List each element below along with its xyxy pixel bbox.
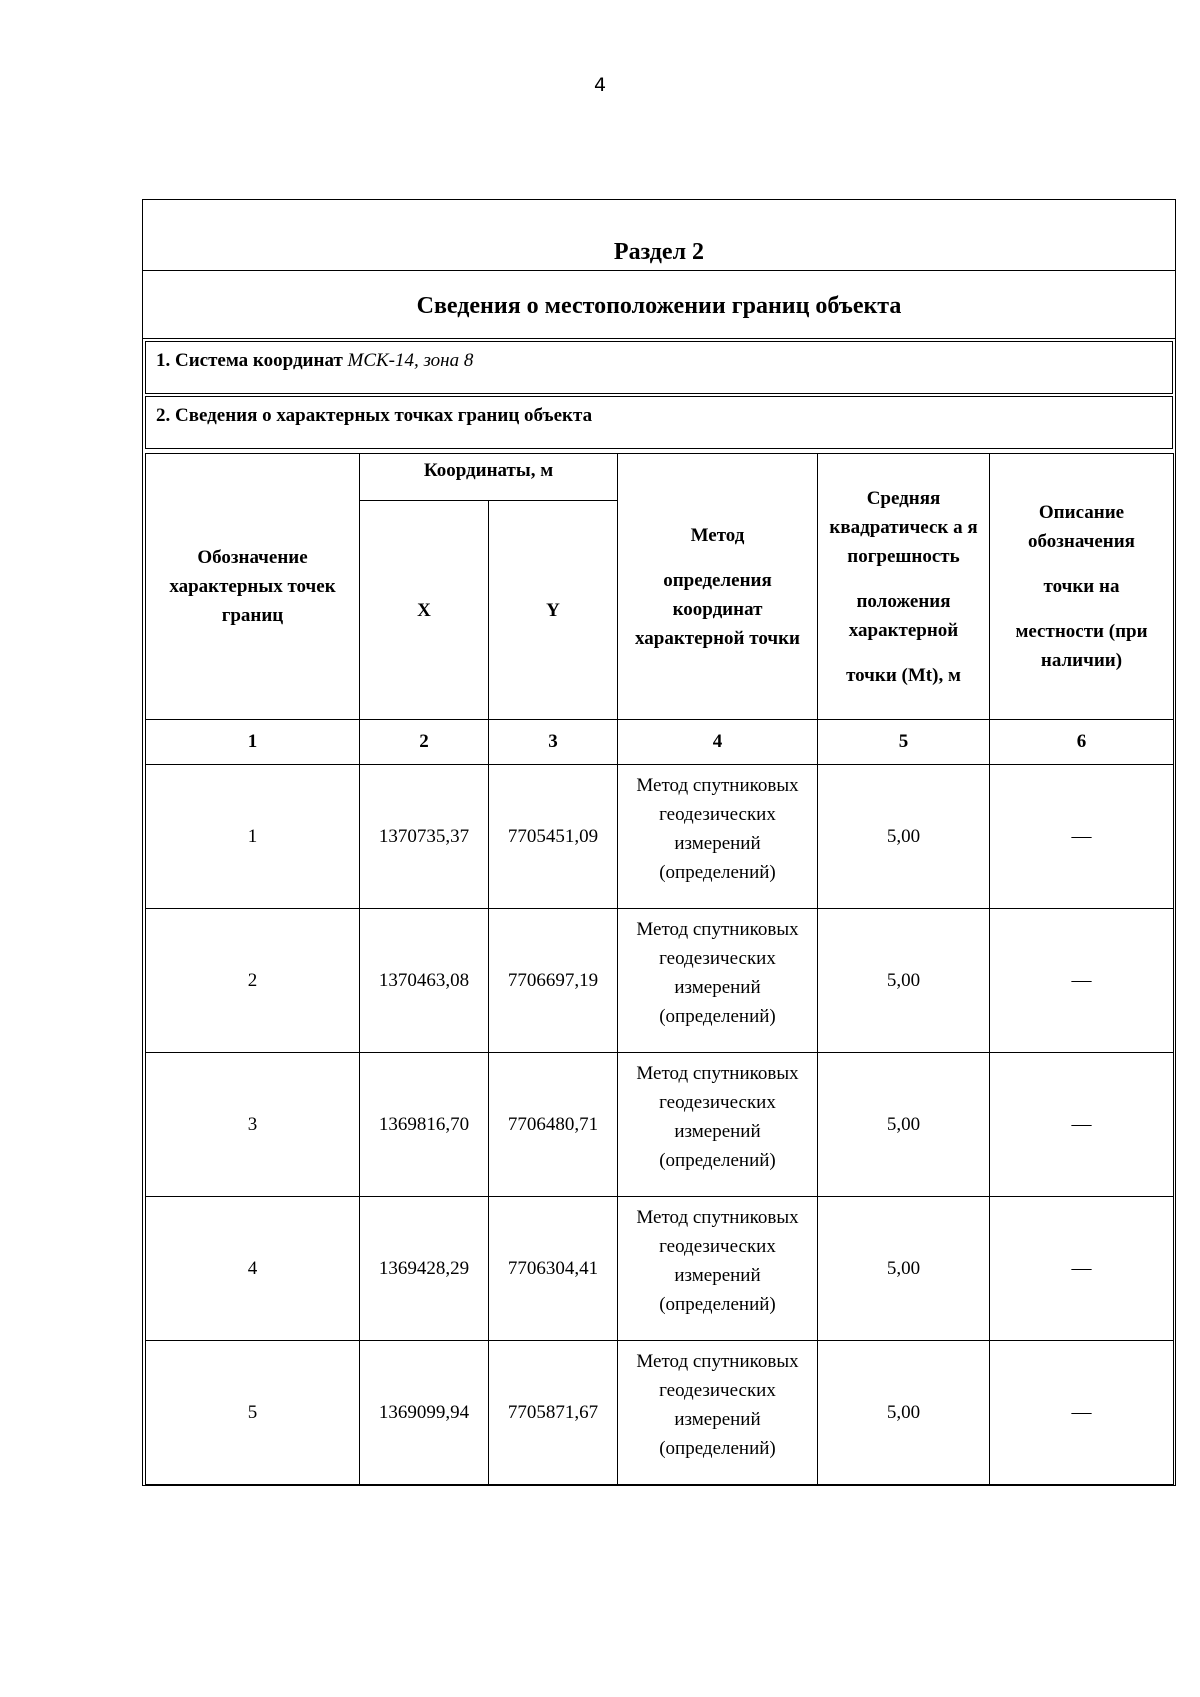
error-value: 5,00 — [818, 1197, 990, 1341]
header-designation: Обозначение характерных точек границ — [146, 454, 360, 720]
header-description-line2: точки на — [1043, 576, 1120, 597]
header-method-line1: Метод — [690, 524, 745, 546]
page-number: 4 — [593, 74, 607, 96]
description-value: — — [990, 1341, 1174, 1485]
column-number-row — [146, 720, 1174, 765]
column-number: 4 — [618, 720, 818, 765]
method-cell: Метод спутниковых геодезических измерений (определений) — [618, 1053, 818, 1197]
description-value: — — [990, 1053, 1174, 1197]
header-error-line1: Средняя квадратическ а я погрешность — [829, 487, 978, 567]
column-number: 5 — [818, 720, 990, 765]
table-row — [146, 765, 1174, 909]
column-number: 3 — [489, 720, 618, 765]
y-coordinate: 7706480,71 — [489, 1053, 618, 1197]
y-coordinate: 7705871,67 — [489, 1341, 618, 1485]
y-coordinate: 7706697,19 — [489, 909, 618, 1053]
section-subtitle: Сведения о местоположении границ объекта — [143, 271, 1175, 339]
coordinate-system-value: МСК-14, зона 8 — [347, 350, 474, 371]
header-y: Y — [489, 501, 618, 720]
column-number: 6 — [990, 720, 1174, 765]
point-number: 3 — [146, 1053, 360, 1197]
table-row — [146, 1197, 1174, 1341]
column-number: 1 — [146, 720, 360, 765]
table-header-row — [146, 454, 1174, 501]
table-row — [146, 909, 1174, 1053]
error-value: 5,00 — [818, 909, 990, 1053]
header-description — [990, 454, 1174, 720]
header-x: X — [360, 501, 489, 720]
point-number: 5 — [146, 1341, 360, 1485]
coordinate-system-label: 1. Система координат — [156, 350, 343, 371]
table-row — [146, 1053, 1174, 1197]
method-cell: Метод спутниковых геодезических измерений (определений) — [618, 1197, 818, 1341]
table-row — [146, 1341, 1174, 1485]
coordinate-system-row — [145, 341, 1173, 394]
error-value: 5,00 — [818, 1341, 990, 1485]
point-number: 1 — [146, 765, 360, 909]
header-description-line3: местности (при наличии) — [1015, 621, 1148, 671]
x-coordinate: 1369428,29 — [360, 1197, 489, 1341]
y-coordinate: 7705451,09 — [489, 765, 618, 909]
description-value: — — [990, 765, 1174, 909]
column-number: 2 — [360, 720, 489, 765]
point-number: 4 — [146, 1197, 360, 1341]
points-table — [145, 453, 1174, 1485]
x-coordinate: 1369816,70 — [360, 1053, 489, 1197]
section-title: Раздел 2 — [143, 200, 1175, 271]
header-method-line2: определения координат характерной точки — [635, 569, 800, 649]
description-value: — — [990, 1197, 1174, 1341]
point-number: 2 — [146, 909, 360, 1053]
method-cell: Метод спутниковых геодезических измерений (определений) — [618, 765, 818, 909]
description-value: — — [990, 909, 1174, 1053]
header-description-line1: Описание обозначения — [1028, 502, 1135, 552]
header-method — [618, 454, 818, 720]
x-coordinate: 1370463,08 — [360, 909, 489, 1053]
error-value: 5,00 — [818, 1053, 990, 1197]
x-coordinate: 1370735,37 — [360, 765, 489, 909]
points-heading: 2. Сведения о характерных точках границ объекта — [145, 396, 1173, 449]
header-coordinates: Координаты, м — [360, 454, 618, 501]
x-coordinate: 1369099,94 — [360, 1341, 489, 1485]
header-error-line3: точки (Mt), м — [846, 664, 961, 686]
section-frame — [142, 199, 1176, 1486]
error-value: 5,00 — [818, 765, 990, 909]
header-error — [818, 454, 990, 720]
method-cell: Метод спутниковых геодезических измерений (определений) — [618, 909, 818, 1053]
method-cell: Метод спутниковых геодезических измерений (определений) — [618, 1341, 818, 1485]
header-error-line2: положения характерной — [848, 590, 959, 641]
y-coordinate: 7706304,41 — [489, 1197, 618, 1341]
